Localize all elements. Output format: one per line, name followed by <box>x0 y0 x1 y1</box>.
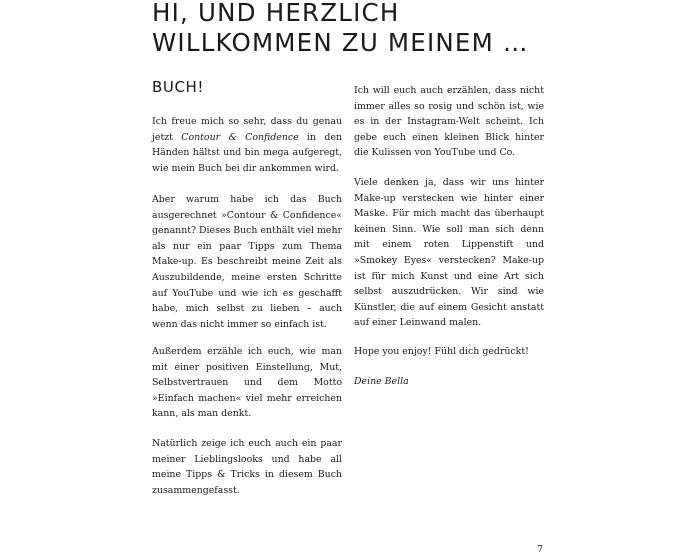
page-heading-line-2: WILLKOMMEN ZU MEINEM … <box>152 28 529 57</box>
looks-paragraph: Natürlich zeige ich euch auch ein paar meiner Lieblingslooks und habe all meine Tipps & Tricks in diesem Buch zusammengefasst. <box>152 438 342 496</box>
intro-text-start: Ich freue mich so sehr, dass du genau jetzt <box>152 116 342 143</box>
makeup-art-paragraph: Viele denken ja, dass wir uns hinter Make-up verstecken wie hinter einer Maske. Für mich macht das überhaupt keinen Sinn. Wie soll man sich denn mit einem roten Lippenstift und »Smokey Eyes« verstecken? Make-up ist für mich Kunst und eine Art sich selbst auszudrücken. Wir sind wie Künstler, die auf einem Gesicht anstatt auf einer Leinwand malen. <box>354 177 544 329</box>
instagram-paragraph: Ich will euch auch erzählen, dass nicht immer alles so rosig und schön ist, wie es in der Instagram-Welt scheint. Ich gebe euch einen kleinen Blick hinter die Kulissen von YouTube und Co. <box>354 85 544 159</box>
page-number: 7 <box>537 545 543 555</box>
section-subheading: BUCH! <box>152 78 205 96</box>
book-title-confidence: Confidence <box>245 131 299 143</box>
intro-paragraph <box>152 114 342 176</box>
closing-line: Hope you enjoy! Fühl dich gedrückt! <box>354 346 529 357</box>
motto-paragraph: Außerdem erzähle ich euch, wie man mit einer positiven Einstellung, Mut, Selbstvertrauen und dem Motto »Einfach machen« viel mehr erreichen kann, als man denkt. <box>152 346 342 420</box>
intro-text-end: in den Händen hältst und bin mega aufgeregt, wie mein Buch bei dir ankommen wird. <box>152 131 342 174</box>
book-title-ampersand: & <box>220 131 246 143</box>
signature: Deine Bella <box>354 376 409 387</box>
page-heading <box>152 0 592 58</box>
page-heading-line-1: HI, UND HERZLICH <box>152 0 400 27</box>
title-explanation-paragraph: Aber warum habe ich das Buch ausgerechnet »Contour & Confidence« genannt? Dieses Buch enthält viel mehr als nur ein paar Tipps zum Thema Make-up. Es beschreibt meine Zeit als Auszubildende, meine ersten Schritte auf YouTube und wie ich es geschafft habe, mich selbst zu lieben – auch wenn das nicht immer so einfach ist. <box>152 194 342 330</box>
book-title-contour: Contour <box>181 131 221 143</box>
